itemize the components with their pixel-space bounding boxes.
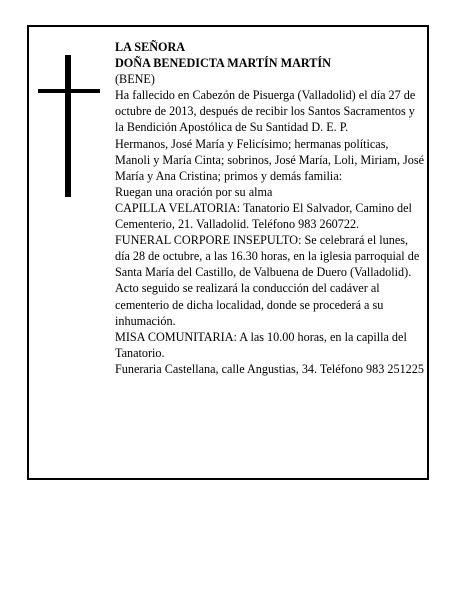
deceased-nickname: (BENE) bbox=[115, 72, 155, 87]
cross-vertical-bar bbox=[65, 55, 71, 197]
death-announcement: Ha fallecido en Cabezón de Pisuerga (Valladolid) el día 27 de octubre de 2013, después de recibir los Santos Sacramentos y la Bendición Apostólica de Su Santidad D. E. P. bbox=[115, 88, 416, 135]
notice-title: LA SEÑORA bbox=[115, 40, 186, 54]
mass-info: MISA COMUNITARIA: A las 10.00 horas, en la capilla del Tanatorio. bbox=[115, 329, 407, 360]
prayer-request: Ruegan una oración por su alma bbox=[115, 184, 273, 199]
family-list: Hermanos, José María y Felicísimo; hermanas políticas, Manoli y María Cinta; sobrinos, José María, Loli, Miriam, José María y Ana Cristina; primos y demás familia: bbox=[115, 136, 425, 183]
obituary-notice bbox=[27, 25, 429, 480]
latin-cross-icon bbox=[38, 55, 100, 197]
chapel-info: CAPILLA VELATORIA: Tanatorio El Salvador, Camino del Cementerio, 21. Valladolid. Teléfono 983 260722. bbox=[115, 200, 412, 232]
deceased-name: DOÑA BENEDICTA MARTÍN MARTÍN bbox=[115, 56, 331, 71]
funeral-info: FUNERAL CORPORE INSEPULTO: Se celebrará el lunes, día 28 de octubre, a las 16.30 horas, en la iglesia parroquial de Santa María del Castillo, de Valbuena de Duero (Valladolid). Acto seguido se realizará la conducción del cadáver al cementerio de dicha localidad, donde se procederá a su inhumación. bbox=[115, 233, 420, 328]
funeral-home-info: Funeraria Castellana, calle Angustias, 34. Teléfono 983 251225 bbox=[115, 361, 424, 376]
cross-horizontal-bar bbox=[38, 89, 100, 93]
notice-text bbox=[115, 39, 425, 377]
